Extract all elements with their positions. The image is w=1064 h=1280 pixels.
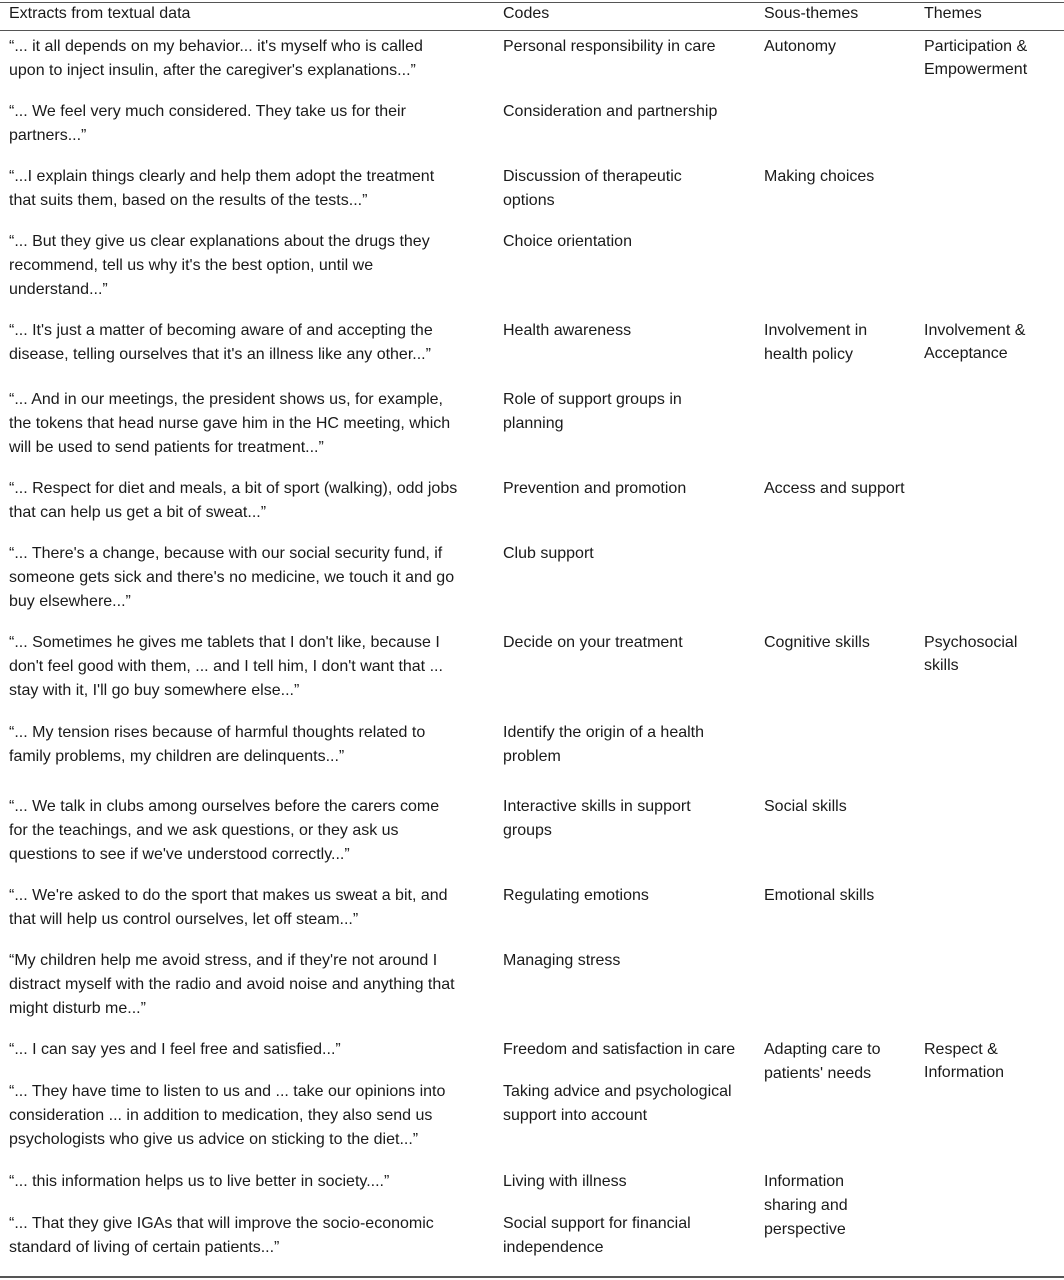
table-bottom-rule xyxy=(0,1276,1064,1278)
extract-cell: “... But they give us clear explanations about the drugs they recommend, tell us why it's the best option, until we understand...” xyxy=(9,233,430,298)
extract-cell: “... We're asked to do the sport that makes us sweat a bit, and that will help us control ourselves, let off steam...” xyxy=(9,887,448,928)
extract-cell: “My children help me avoid stress, and if they're not around I distract myself with the radio and avoid noise and anything that might disturb me...” xyxy=(9,952,455,1017)
extract-cell: “... There's a change, because with our social security fund, if someone gets sick and there's no medicine, we touch it and go buy elsewhere...” xyxy=(9,545,455,610)
extract-cell: “... I can say yes and I feel free and satisfied...” xyxy=(9,1041,341,1058)
extract-cell: “... this information helps us to live better in society....” xyxy=(9,1173,390,1190)
extract-cell: “...I explain things clearly and help them adopt the treatment that suits them, based on the results of the tests...” xyxy=(9,168,435,209)
subtheme-cell: Making choices xyxy=(764,168,875,185)
code-cell: Taking advice and psychological support into account xyxy=(503,1083,732,1124)
table-header-rule xyxy=(0,30,1064,31)
header-themes: Themes xyxy=(924,5,982,22)
theme-cell: Respect & Information xyxy=(924,1041,1005,1081)
extract-cell: “... Sometimes he gives me tablets that I don't like, because I don't feel good with them, ... and I tell him, I don't want that ... stay with it, I'll go buy somewhere else...” xyxy=(9,634,443,699)
code-cell: Consideration and partnership xyxy=(503,103,718,120)
extract-cell: “... It's just a matter of becoming aware of and accepting the disease, telling ourselves that it's an illness like any other...” xyxy=(9,322,433,363)
extract-cell: “... it all depends on my behavior... it's myself who is called upon to inject insulin, after the caregiver's explanations...” xyxy=(9,38,423,79)
code-cell: Choice orientation xyxy=(503,233,632,250)
code-cell: Role of support groups in planning xyxy=(503,391,682,432)
code-cell: Prevention and promotion xyxy=(503,480,687,497)
extract-cell: “... And in our meetings, the president shows us, for example, the tokens that head nurse gave him in the HC meeting, which will be used to send patients for treatment...” xyxy=(9,391,451,456)
extract-cell: “... My tension rises because of harmful thoughts related to family problems, my children are delinquents...” xyxy=(9,724,426,765)
theme-cell: Participation & Empowerment xyxy=(924,38,1028,78)
code-cell: Social support for financial independence xyxy=(503,1215,691,1256)
subtheme-cell: Emotional skills xyxy=(764,887,875,904)
subtheme-cell: Involvement in health policy xyxy=(764,322,868,363)
code-cell: Decide on your treatment xyxy=(503,634,683,651)
code-cell: Personal responsibility in care xyxy=(503,38,716,55)
subtheme-cell: Autonomy xyxy=(764,38,837,55)
subtheme-cell: Social skills xyxy=(764,798,847,815)
code-cell: Interactive skills in support groups xyxy=(503,798,691,839)
header-codes: Codes xyxy=(503,5,550,22)
code-cell: Health awareness xyxy=(503,322,632,339)
code-cell: Club support xyxy=(503,545,594,562)
theme-cell: Involvement & Acceptance xyxy=(924,322,1026,362)
header-extracts: Extracts from textual data xyxy=(9,5,191,22)
subtheme-cell: Adapting care to patients' needs xyxy=(764,1041,881,1082)
subtheme-cell: Cognitive skills xyxy=(764,634,870,651)
extract-cell: “... They have time to listen to us and ... take our opinions into consideration ... in addition to medication, they also send us psychologists who give us advice on sticking to the diet...” xyxy=(9,1083,446,1148)
subtheme-cell: Information sharing and perspective xyxy=(764,1173,848,1238)
header-sous-themes: Sous-themes xyxy=(764,5,859,22)
code-cell: Freedom and satisfaction in care xyxy=(503,1041,736,1058)
subtheme-cell: Access and support xyxy=(764,480,905,497)
extract-cell: “... Respect for diet and meals, a bit of sport (walking), odd jobs that can help us get a bit of sweat...” xyxy=(9,480,458,521)
extract-cell: “... We feel very much considered. They take us for their partners...” xyxy=(9,103,406,144)
theme-cell: Psychosocial skills xyxy=(924,634,1018,674)
code-cell: Regulating emotions xyxy=(503,887,649,904)
code-cell: Managing stress xyxy=(503,952,621,969)
code-cell: Identify the origin of a health problem xyxy=(503,724,705,765)
code-cell: Discussion of therapeutic options xyxy=(503,168,682,209)
code-cell: Living with illness xyxy=(503,1173,627,1190)
extract-cell: “... That they give IGAs that will improve the socio-economic standard of living of certain patients...” xyxy=(9,1215,434,1256)
extract-cell: “... We talk in clubs among ourselves before the carers come for the teachings, and we ask questions, or they ask us questions to see if we've understood correctly...” xyxy=(9,798,440,863)
